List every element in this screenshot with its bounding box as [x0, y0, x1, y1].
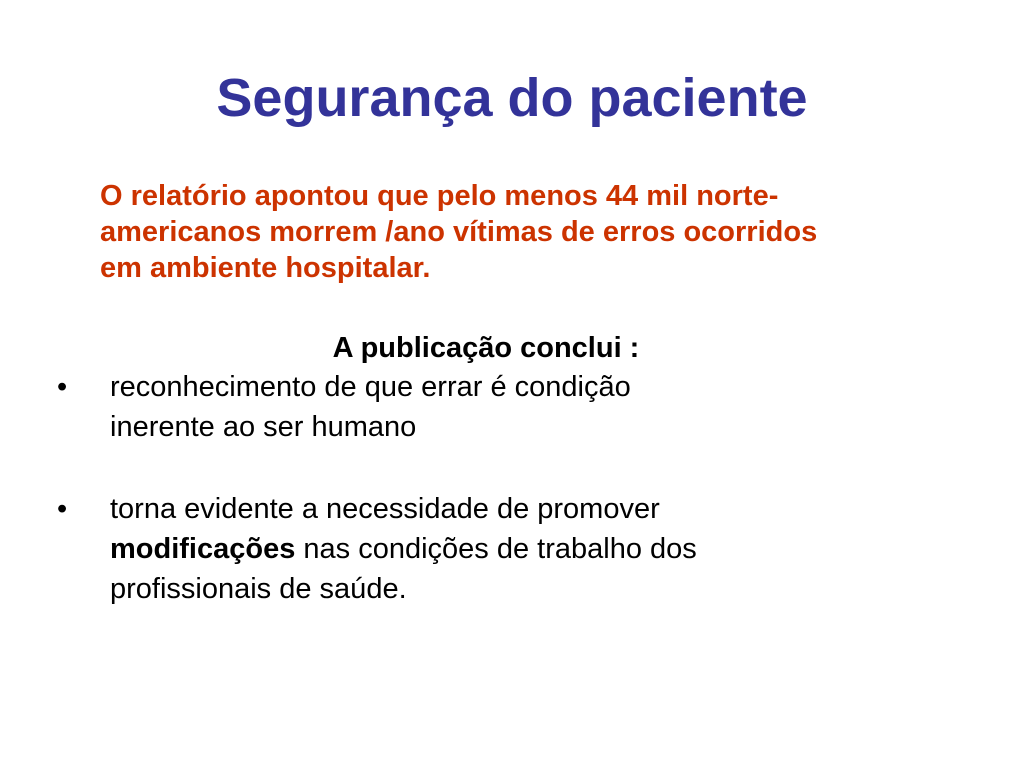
intro-line: O relatório apontou que pelo menos 44 mil norte-: [100, 180, 779, 212]
bullet-line-rest: nas condições de trabalho dos: [295, 533, 697, 565]
bullet-line: [57, 529, 957, 569]
slide-title: Segurança do paciente: [216, 68, 808, 128]
bullet-marker: •: [57, 493, 68, 525]
bullet-line: torna evidente a necessidade de promover: [110, 493, 660, 525]
bullet-line: profissionais de saúde.: [110, 573, 407, 605]
bullet-line: reconhecimento de que errar é condição: [110, 371, 631, 403]
intro-line: em ambiente hospitalar.: [100, 252, 431, 284]
bullet-item: [57, 367, 957, 447]
bullet-emphasis: modificações: [110, 533, 296, 565]
bullet-marker: •: [57, 371, 68, 403]
intro-paragraph: [100, 178, 990, 286]
bullet-line: inerente ao ser humano: [110, 411, 417, 443]
bullet-item: [57, 489, 957, 609]
conclusion-heading: A publicação conclui :: [332, 332, 640, 364]
intro-line: americanos morrem /ano vítimas de erros ocorridos: [100, 216, 818, 248]
